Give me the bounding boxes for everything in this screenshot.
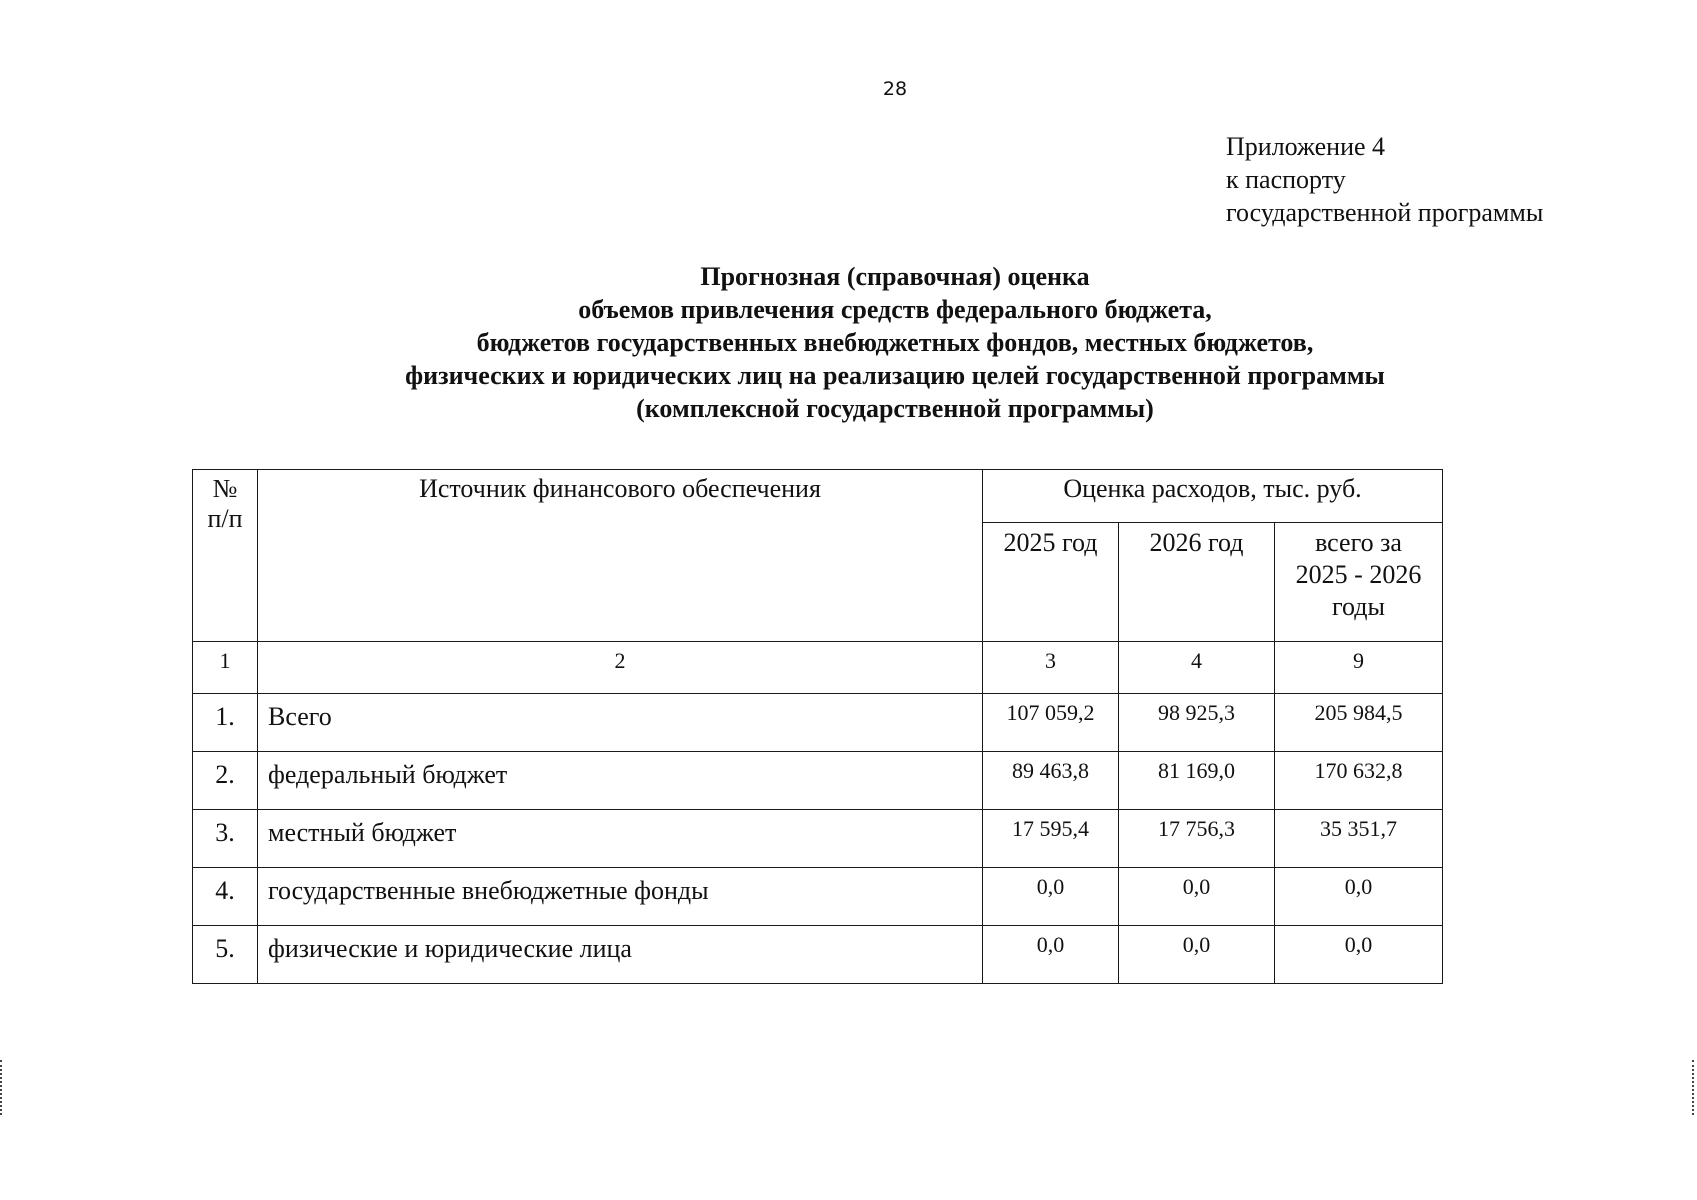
title-line-5: (комплексной государственной программы): [636, 394, 1154, 423]
appendix-line-1: Приложение 4: [1226, 132, 1386, 161]
row-value-total: 0,0: [1275, 868, 1443, 926]
row-source-name: федеральный бюджет: [258, 752, 983, 810]
appendix-note: [1226, 130, 1543, 229]
header-number-cell: [193, 470, 258, 642]
scan-edge-marks-left: [0, 1060, 4, 1115]
scan-edge-marks-right: [1692, 1060, 1696, 1115]
header-number-line-2: п/п: [207, 504, 243, 533]
table-row: [193, 752, 1443, 810]
header-total-line-2: 2025 - 2026: [1295, 560, 1422, 589]
header-number-line-1: №: [212, 474, 238, 503]
header-total-cell: [1275, 523, 1443, 642]
row-source-name: физические и юридические лица: [258, 926, 983, 984]
header-total-line-3: годы: [1332, 592, 1385, 621]
index-cell: 9: [1275, 642, 1443, 694]
row-source-name: государственные внебюджетные фонды: [258, 868, 983, 926]
title-line-2: объемов привлечения средств федерального бюджета,: [578, 295, 1212, 324]
row-number: 4.: [193, 868, 258, 926]
appendix-line-3: государственной программы: [1226, 198, 1544, 227]
table-row: [193, 810, 1443, 868]
row-value-total: 35 351,7: [1275, 810, 1443, 868]
financing-table: [192, 469, 1443, 984]
row-value-2025: 0,0: [983, 926, 1119, 984]
index-cell: 1: [193, 642, 258, 694]
table-row: [193, 868, 1443, 926]
title-line-1: Прогнозная (справочная) оценка: [700, 262, 1090, 291]
row-number: 1.: [193, 694, 258, 752]
header-source-cell: Источник финансового обеспечения: [258, 470, 983, 642]
row-value-total: 170 632,8: [1275, 752, 1443, 810]
row-value-2025: 0,0: [983, 868, 1119, 926]
table-header-row: [193, 470, 1443, 523]
table-row: [193, 694, 1443, 752]
appendix-line-2: к паспорту: [1226, 165, 1346, 194]
row-value-2026: 98 925,3: [1119, 694, 1275, 752]
row-number: 5.: [193, 926, 258, 984]
index-cell: 3: [983, 642, 1119, 694]
page-number: 28: [882, 78, 908, 100]
title-line-4: физических и юридических лиц на реализацию целей государственной программы: [405, 361, 1385, 390]
row-value-total: 205 984,5: [1275, 694, 1443, 752]
header-total-line-1: всего за: [1315, 528, 1402, 557]
header-estimate-cell: Оценка расходов, тыс. руб.: [983, 470, 1443, 523]
index-cell: 4: [1119, 642, 1275, 694]
row-source-name: местный бюджет: [258, 810, 983, 868]
row-value-total: 0,0: [1275, 926, 1443, 984]
row-number: 2.: [193, 752, 258, 810]
title-line-3: бюджетов государственных внебюджетных фондов, местных бюджетов,: [476, 328, 1314, 357]
index-cell: 2: [258, 642, 983, 694]
header-year-2026: 2026 год: [1119, 523, 1275, 642]
row-value-2026: 17 756,3: [1119, 810, 1275, 868]
table-index-row: [193, 642, 1443, 694]
row-source-name: Всего: [258, 694, 983, 752]
header-year-2025: 2025 год: [983, 523, 1119, 642]
row-value-2026: 0,0: [1119, 868, 1275, 926]
row-value-2025: 89 463,8: [983, 752, 1119, 810]
table-row: [193, 926, 1443, 984]
row-value-2025: 107 059,2: [983, 694, 1119, 752]
row-value-2026: 81 169,0: [1119, 752, 1275, 810]
row-number: 3.: [193, 810, 258, 868]
row-value-2025: 17 595,4: [983, 810, 1119, 868]
row-value-2026: 0,0: [1119, 926, 1275, 984]
document-title: [0, 260, 1697, 425]
